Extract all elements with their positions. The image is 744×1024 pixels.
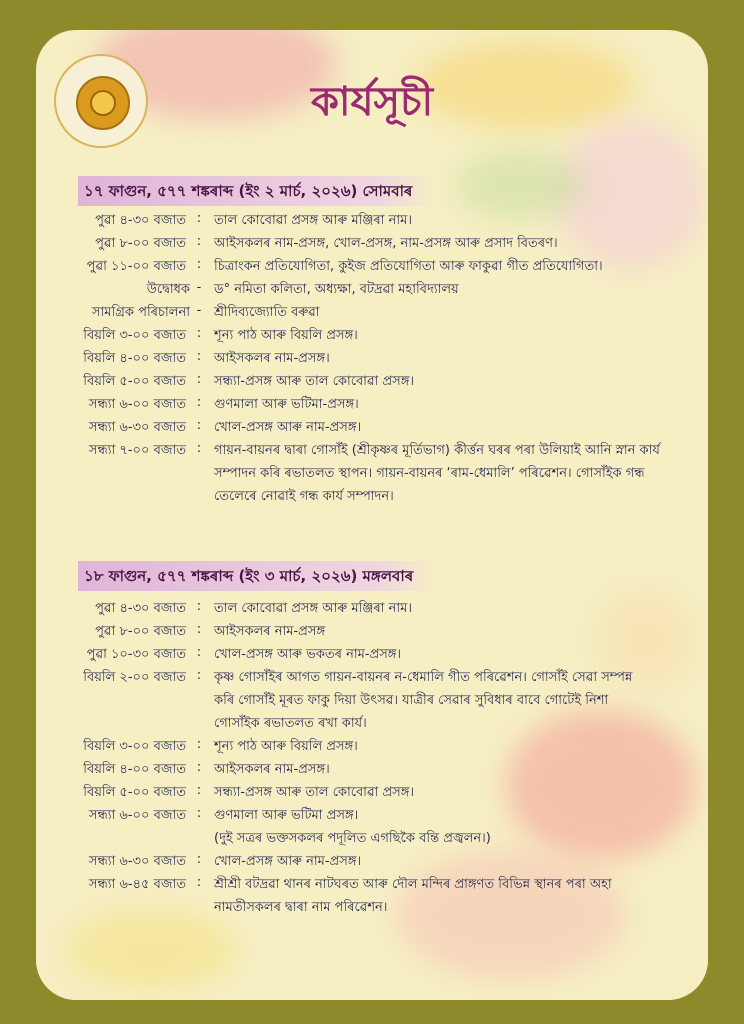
schedule-description — [214, 372, 414, 395]
schedule-time: উদ্বোধক — [146, 282, 190, 297]
schedule-description — [214, 668, 632, 737]
schedule-separator: : — [196, 257, 202, 272]
description-line: তাল কোবোৱা প্ৰসঙ্গ আৰু মঞ্জিৰা নাম। — [214, 213, 413, 228]
description-line: শ্ৰীদিব্যজ্যোতি বৰুৱা — [214, 305, 320, 320]
schedule-time: পুৱা ৮-০০ বজাত — [95, 624, 186, 639]
schedule-row — [36, 418, 708, 441]
schedule-separator: : — [196, 875, 202, 890]
description-line: শূন্য পাঠ আৰু বিয়লি প্ৰসঙ্গ। — [214, 328, 358, 343]
schedule-separator: : — [196, 441, 202, 456]
schedule-time: সন্ধ্যা ৬-০০ বজাত — [88, 397, 186, 412]
paint-splash — [456, 150, 586, 220]
schedule-separator: : — [196, 783, 202, 798]
schedule-description — [214, 622, 325, 645]
schedule-separator: : — [196, 806, 202, 821]
description-line: আইসকলৰ নাম-প্ৰসঙ্গ, খোল-প্ৰসঙ্গ, নাম-প্ৰসঙ্গ আৰু প্ৰসাদ বিতৰণ। — [214, 236, 558, 251]
schedule-row — [36, 783, 708, 806]
description-line: গুণমালা আৰু ভটিমা-প্ৰসঙ্গ। — [214, 397, 359, 412]
schedule-separator: : — [196, 326, 202, 341]
description-line: খোল-প্ৰসঙ্গ আৰু নাম-প্ৰসঙ্গ। — [214, 854, 362, 869]
description-line: শ্ৰীশ্ৰী বটদ্ৰৱা থানৰ নাটঘৰত আৰু দৌল মন্দিৰ প্ৰাঙ্গণত বিভিন্ন স্থানৰ পৰা অহা — [214, 877, 612, 892]
schedule-row — [36, 234, 708, 257]
schedule-time: সন্ধ্যা ৬-৪৫ বজাত — [88, 877, 186, 892]
schedule-description — [214, 211, 412, 234]
description-line: তেলেৰে নোৱাই গন্ধ কাৰ্য সম্পাদন। — [214, 489, 394, 504]
description-line: সন্ধ্যা-প্ৰসঙ্গ আৰু তাল কোবোৱা প্ৰসঙ্গ। — [214, 374, 415, 389]
schedule-description — [214, 737, 358, 760]
schedule-row — [36, 875, 708, 921]
description-line: (দুই সত্ৰৰ ভক্তসকলৰ পদূলিত এগছিকৈ বন্তি প্ৰজ্বলন।) — [214, 831, 491, 846]
schedule-time: পুৱা ১০-৩০ বজাত — [86, 647, 186, 662]
schedule-row — [36, 441, 708, 510]
schedule-card — [36, 30, 708, 1000]
description-line: গায়ন-বায়নৰ দ্বাৰা গোসাঁই (শ্ৰীকৃষ্ণৰ মূৰ্তিভাগ) কীৰ্ত্তন ঘৰৰ পৰা উলিয়াই আনি স্নান কাৰ্য — [214, 443, 660, 458]
schedule-description — [214, 852, 361, 875]
schedule-separator: : — [196, 645, 202, 660]
schedule-separator: : — [196, 622, 202, 637]
schedule-description — [214, 395, 359, 418]
schedule-row — [36, 599, 708, 622]
schedule-row — [36, 372, 708, 395]
schedule-time: সন্ধ্যা ৬-০০ বজাত — [88, 808, 186, 823]
schedule-description — [214, 760, 330, 783]
schedule-description — [214, 303, 319, 326]
schedule-row — [36, 395, 708, 418]
schedule-row — [36, 737, 708, 760]
description-line: সন্ধ্যা-প্ৰসঙ্গ আৰু তাল কোবোৱা প্ৰসঙ্গ। — [214, 785, 415, 800]
schedule-separator: - — [196, 280, 202, 295]
schedule-time: বিয়লি ৫-০০ বজাত — [83, 785, 186, 800]
schedule-description — [214, 806, 491, 852]
schedule-row — [36, 211, 708, 234]
page-title: কাৰ্যসূচী — [310, 78, 434, 125]
schedule-row — [36, 852, 708, 875]
schedule-description — [214, 418, 361, 441]
description-line: খোল-প্ৰসঙ্গ আৰু ভকতৰ নাম-প্ৰসঙ্গ। — [214, 647, 402, 662]
schedule-row — [36, 806, 708, 852]
schedule-time: পুৱা ১১-০০ বজাত — [86, 259, 186, 274]
schedule-separator: : — [196, 668, 202, 683]
description-line: তাল কোবোৱা প্ৰসঙ্গ আৰু মঞ্জিৰা নাম। — [214, 601, 413, 616]
schedule-description — [214, 441, 660, 510]
schedule-time: সন্ধ্যা ৬-৩০ বজাত — [88, 420, 186, 435]
schedule-row — [36, 326, 708, 349]
schedule-row — [36, 760, 708, 783]
schedule-time: সামগ্ৰিক পৰিচালনা — [91, 305, 190, 320]
day-header: ১৭ ফাগুন, ৫৭৭ শঙ্কৰাব্দ (ইং ২ মাৰ্চ, ২০২৬) সোমবাৰ — [78, 176, 434, 206]
schedule-time: বিয়লি ৩-০০ বজাত — [83, 328, 186, 343]
schedule-row — [36, 349, 708, 372]
description-line: শূন্য পাঠ আৰু বিয়লি প্ৰসঙ্গ। — [214, 739, 358, 754]
description-line: কৰি গোসাঁই মূৰত ফাকু দিয়া উৎসৱ। যাত্ৰীৰ সেৱাৰ সুবিধাৰ বাবে গোটেই নিশা — [214, 693, 609, 708]
schedule-description — [214, 257, 603, 280]
schedule-time: বিয়লি ২-০০ বজাত — [83, 670, 186, 685]
schedule-time: পুৱা ৪-৩০ বজাত — [95, 601, 186, 616]
schedule-description — [214, 875, 612, 921]
description-line: আইসকলৰ নাম-প্ৰসঙ্গ। — [214, 762, 330, 777]
schedule-description — [214, 783, 414, 806]
schedule-time: বিয়লি ৫-০০ বজাত — [83, 374, 186, 389]
paint-splash — [66, 910, 236, 990]
schedule-time: পুৱা ৪-৩০ বজাত — [95, 213, 186, 228]
schedule-row — [36, 622, 708, 645]
description-line: খোল-প্ৰসঙ্গ আৰু নাম-প্ৰসঙ্গ। — [214, 420, 362, 435]
day-header: ১৮ ফাগুন, ৫৭৭ শঙ্কৰাব্দ (ইং ৩ মাৰ্চ, ২০২৬) মঙ্গলবাৰ — [78, 561, 435, 591]
schedule-separator: : — [196, 599, 202, 614]
schedule-separator: : — [196, 211, 202, 226]
schedule-row — [36, 303, 708, 326]
schedule-description — [214, 326, 358, 349]
description-line: গোসাঁইক ৰভাতলত ৰখা কাৰ্য। — [214, 716, 367, 731]
schedule-description — [214, 349, 330, 372]
schedule-time: সন্ধ্যা ৭-০০ বজাত — [88, 443, 186, 458]
schedule-separator: - — [196, 303, 202, 318]
schedule-row — [36, 257, 708, 280]
schedule-separator: : — [196, 852, 202, 867]
day-schedule — [36, 599, 708, 921]
schedule-separator: : — [196, 234, 202, 249]
description-line: চিত্ৰাংকন প্ৰতিযোগিতা, কুইজ প্ৰতিযোগিতা আৰু ফাকুৱা গীত প্ৰতিযোগিতা। — [214, 259, 603, 274]
schedule-description — [214, 645, 401, 668]
schedule-description — [214, 234, 558, 257]
schedule-separator: : — [196, 760, 202, 775]
schedule-description — [214, 599, 412, 622]
schedule-separator: : — [196, 372, 202, 387]
schedule-separator: : — [196, 349, 202, 364]
schedule-time: বিয়লি ৪-০০ বজাত — [83, 762, 186, 777]
description-line: নামতীসকলৰ দ্বাৰা নাম পৰিৱেশন। — [214, 900, 388, 915]
description-line: সম্পাদন কৰি ৰভাতলত স্থাপন। গায়ন-বায়নৰ ‘ৰাম-ধেমালি’ পৰিৱেশন। গোসাঁইক গন্ধ — [214, 466, 645, 481]
schedule-description — [214, 280, 459, 303]
description-line: গুণমালা আৰু ভটিমা প্ৰসঙ্গ। — [214, 808, 359, 823]
schedule-row — [36, 645, 708, 668]
description-line: আইসকলৰ নাম-প্ৰসঙ্গ — [214, 624, 326, 639]
schedule-separator: : — [196, 395, 202, 410]
schedule-time: বিয়লি ৪-০০ বজাত — [83, 351, 186, 366]
description-line: ড° নমিতা কলিতা, অধ্যক্ষা, বটদ্ৰৱা মহাবিদ্যালয় — [214, 282, 459, 297]
schedule-time: সন্ধ্যা ৬-৩০ বজাত — [88, 854, 186, 869]
schedule-row — [36, 280, 708, 303]
description-line: আইসকলৰ নাম-প্ৰসঙ্গ। — [214, 351, 330, 366]
day-schedule — [36, 211, 708, 510]
schedule-separator: : — [196, 418, 202, 433]
description-line: কৃষ্ণ গোসাঁইৰ আগত গায়ন-বায়নৰ ন-ধেমালি গীত পৰিৱেশন। গোসাঁই সেৱা সম্পন্ন — [214, 670, 633, 685]
schedule-row — [36, 668, 708, 737]
schedule-time: পুৱা ৮-০০ বজাত — [95, 236, 186, 251]
schedule-time: বিয়লি ৩-০০ বজাত — [83, 739, 186, 754]
schedule-separator: : — [196, 737, 202, 752]
